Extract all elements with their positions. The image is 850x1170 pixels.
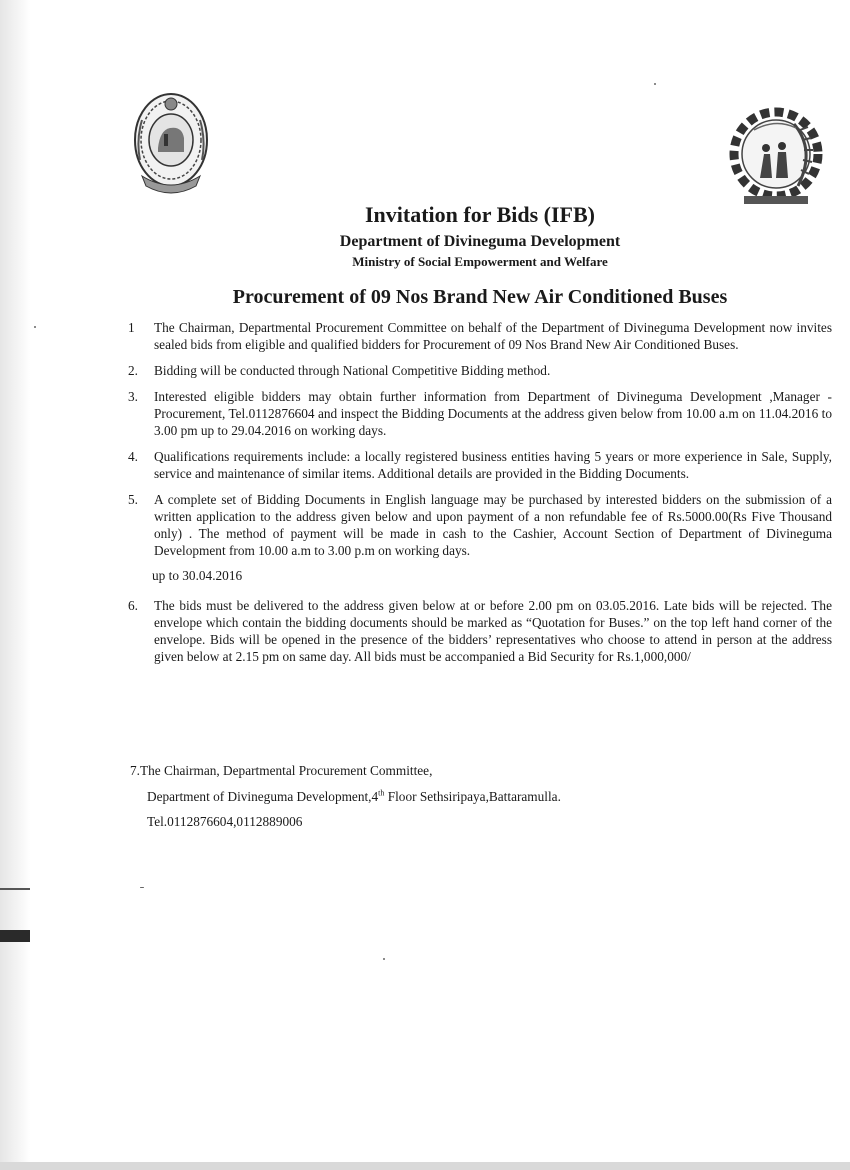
clause-6 bbox=[128, 597, 832, 665]
page-title: Invitation for Bids (IFB) bbox=[364, 202, 595, 227]
clause-number: 2. bbox=[128, 363, 138, 378]
clause-text: Interested eligible bidders may obtain further information from Department of Divineguma Development ,Manager -Procurement, Tel.0112876604 and inspect the Bidding Documents at the address given below from 10.00 a.m on 11.04.2016 to 3.00 pm up to 29.04.2016 on working days. bbox=[154, 389, 832, 438]
clause-2 bbox=[128, 362, 832, 379]
scan-speck bbox=[34, 326, 36, 328]
up-to-note: up to 30.04.2016 bbox=[152, 568, 243, 583]
clause-number: 4. bbox=[128, 449, 138, 464]
clause-text: Qualifications requirements include: a locally registered business entities having 5 years or more experience in Sale, Supply, service and maintenance of similar items. Additional details are provided in the Bidding Documents. bbox=[154, 449, 832, 481]
clause-text: The bids must be delivered to the address given below at or before 2.00 pm on 03.05.2016. Late bids will be rejected. The envelope which contain the bidding documents should be marked as “Quotation for Buses.” on the top left hand corner of the envelope. Bids will be opened in the presence of the bidders’ representatives who choose to attend in person at the address given below at 2.15 pm on same day. All bids must be accompanied a Bid Security for Rs.1,000,000/ bbox=[154, 598, 832, 664]
address-line-1: 7.The Chairman, Departmental Procurement Committee, bbox=[130, 763, 433, 778]
department-name: Department of Divineguma Development bbox=[339, 233, 621, 250]
address-line-2-end: Floor Sethsiripaya,Battaramulla. bbox=[384, 789, 561, 804]
ministry-name: Ministry of Social Empowerment and Welfare bbox=[352, 254, 608, 269]
clause-number: 5. bbox=[128, 492, 138, 507]
scan-shadow-left bbox=[0, 0, 30, 1170]
scan-speck bbox=[383, 958, 385, 960]
clause-number: 3. bbox=[128, 389, 138, 404]
scan-speck bbox=[140, 887, 144, 888]
address-floor-suffix: th bbox=[378, 788, 385, 798]
clause-1 bbox=[128, 319, 832, 353]
address-telephone: Tel.0112876604,0112889006 bbox=[147, 814, 303, 829]
address-line-2-start: Department of Divineguma Development,4 bbox=[147, 789, 379, 804]
scan-artifact-line bbox=[0, 888, 30, 890]
clause-number: 1 bbox=[128, 320, 135, 335]
clause-4 bbox=[128, 448, 832, 482]
scan-speck bbox=[654, 83, 656, 85]
scan-shadow-bottom bbox=[0, 1162, 850, 1170]
clause-3 bbox=[128, 388, 832, 439]
clause-list bbox=[128, 319, 832, 674]
address-line-2 bbox=[147, 789, 561, 805]
clause-number: 6. bbox=[128, 598, 138, 613]
clause-text: The Chairman, Departmental Procurement Committee on behalf of the Department of Divineguma Development now invites sealed bids from eligible and qualified bidders for Procurement of 09 Nos Brand New Air Conditioned Buses. bbox=[154, 320, 832, 352]
procurement-subject: Procurement of 09 Nos Brand New Air Conditioned Buses bbox=[232, 286, 728, 308]
clause-5 bbox=[128, 491, 832, 559]
clause-text: Bidding will be conducted through National Competitive Bidding method. bbox=[154, 363, 551, 378]
sri-lanka-emblem-icon bbox=[130, 90, 212, 198]
divineguma-logo-icon bbox=[724, 100, 828, 208]
scan-artifact-bar bbox=[0, 930, 30, 942]
clause-text: A complete set of Bidding Documents in English language may be purchased by interested bidders on the submission of a written application to the address given below and upon payment of a non refundable fee of Rs.5000.00(Rs Five Thousand only) . The method of payment will be made in cash to the Cashier, Account Section of Department of Divineguma Development from 10.00 a.m to 3.00 p.m on working days. bbox=[154, 492, 832, 558]
